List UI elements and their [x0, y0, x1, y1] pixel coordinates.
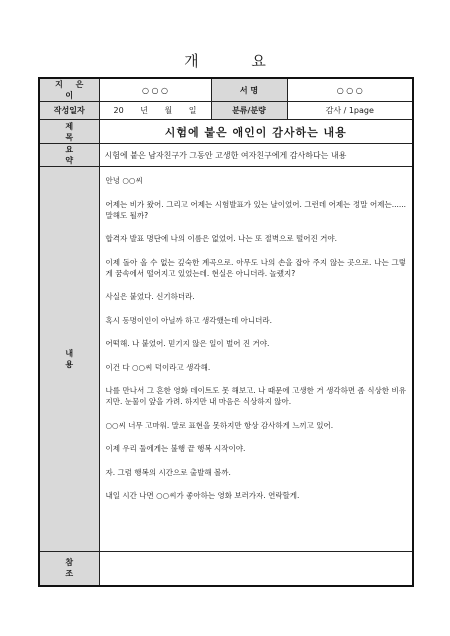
- content-paragraph: 이제 돌아 올 수 없는 깊숙한 계곡으로. 아무도 나의 손을 잡아 주지 않는 곳으로. 나는 그렇게 꿈속에서 떨어지고 있었는데. 현실은 아니더라. 놀랬지?: [105, 257, 406, 278]
- summary-value[interactable]: 시험에 붙은 남자친구가 그동안 고생한 여자친구에게 감사하다는 내용: [99, 144, 413, 167]
- document-title: 개 요: [184, 52, 290, 70]
- category-value[interactable]: 감사 / 1page: [287, 102, 413, 120]
- date-year: 20: [113, 106, 124, 115]
- content-label: 내 용: [39, 167, 99, 552]
- date-day-unit: 일: [188, 106, 197, 115]
- content-paragraph: 어제는 비가 왔어. 그리고 어제는 시험발표가 있는 날이었어. 그런데 어제는 정말 어제는...... 말해도 될까?: [105, 199, 406, 220]
- author-row: [39, 78, 413, 102]
- content-paragraph: 합격자 발표 명단에 나의 이름은 없었어. 나는 또 절벽으로 떨어진 거야.: [105, 234, 337, 243]
- date-month-unit: 월: [164, 106, 173, 115]
- date-row: [39, 102, 413, 120]
- content-paragraph: 내일 시간 나면 ○○씨가 좋아하는 영화 보러가자. 연락할게.: [105, 491, 300, 500]
- content-paragraph: 나를 만나서 그 흔한 영화 데이트도 못 해보고. 나 때문에 고생한 거 생각하면 좀 식상한 비유지만. 눈물이 앞을 가려. 하지만 내 마음은 식상하지 않아.: [105, 386, 406, 406]
- subject-row: [39, 120, 413, 144]
- reference-value[interactable]: [99, 552, 413, 586]
- content-paragraph: 혹시 동명이인이 아닐까 하고 생각했는데 아니더라.: [105, 315, 272, 325]
- reference-row: [39, 552, 413, 586]
- content-paragraph: 어떡해. 나 붙었어. 믿기지 않은 일이 벌어 진 거야.: [105, 339, 270, 348]
- signature-value[interactable]: ○ ○ ○: [287, 78, 413, 102]
- content-body[interactable]: [99, 167, 413, 552]
- content-paragraph: 이건 다 ○○씨 덕이라고 생각해.: [105, 362, 211, 372]
- summary-row: [39, 144, 413, 167]
- content-paragraph: 안녕 ○○씨: [105, 176, 143, 185]
- content-paragraph: 이제 우리 둘에게는 불행 끝 행복 시작이야.: [105, 444, 246, 453]
- date-value[interactable]: [99, 102, 211, 120]
- signature-label: 서 명: [211, 78, 287, 102]
- subject-label: 제 목: [39, 120, 99, 144]
- author-label: 지 은 이: [39, 78, 99, 102]
- content-paragraph: ○○씨 너무 고마워. 말로 표현을 못하지만 항상 감사하게 느끼고 있어.: [105, 420, 334, 430]
- content-paragraph: 자. 그럼 행복의 시간으로 출발해 볼까.: [105, 467, 231, 477]
- date-year-unit: 년: [140, 106, 148, 115]
- overview-table: [38, 77, 414, 587]
- date-label: 작성일자: [39, 102, 99, 120]
- summary-label: 요 약: [39, 144, 99, 167]
- content-paragraph: 사실은 붙었다. 신기하더라.: [105, 292, 195, 301]
- author-value[interactable]: ○ ○ ○: [99, 78, 211, 102]
- reference-label: 참 조: [39, 552, 99, 586]
- subject-value[interactable]: 시험에 붙은 애인이 감사하는 내용: [99, 120, 413, 144]
- content-row: [39, 167, 413, 552]
- category-label: 분류/분량: [211, 102, 287, 120]
